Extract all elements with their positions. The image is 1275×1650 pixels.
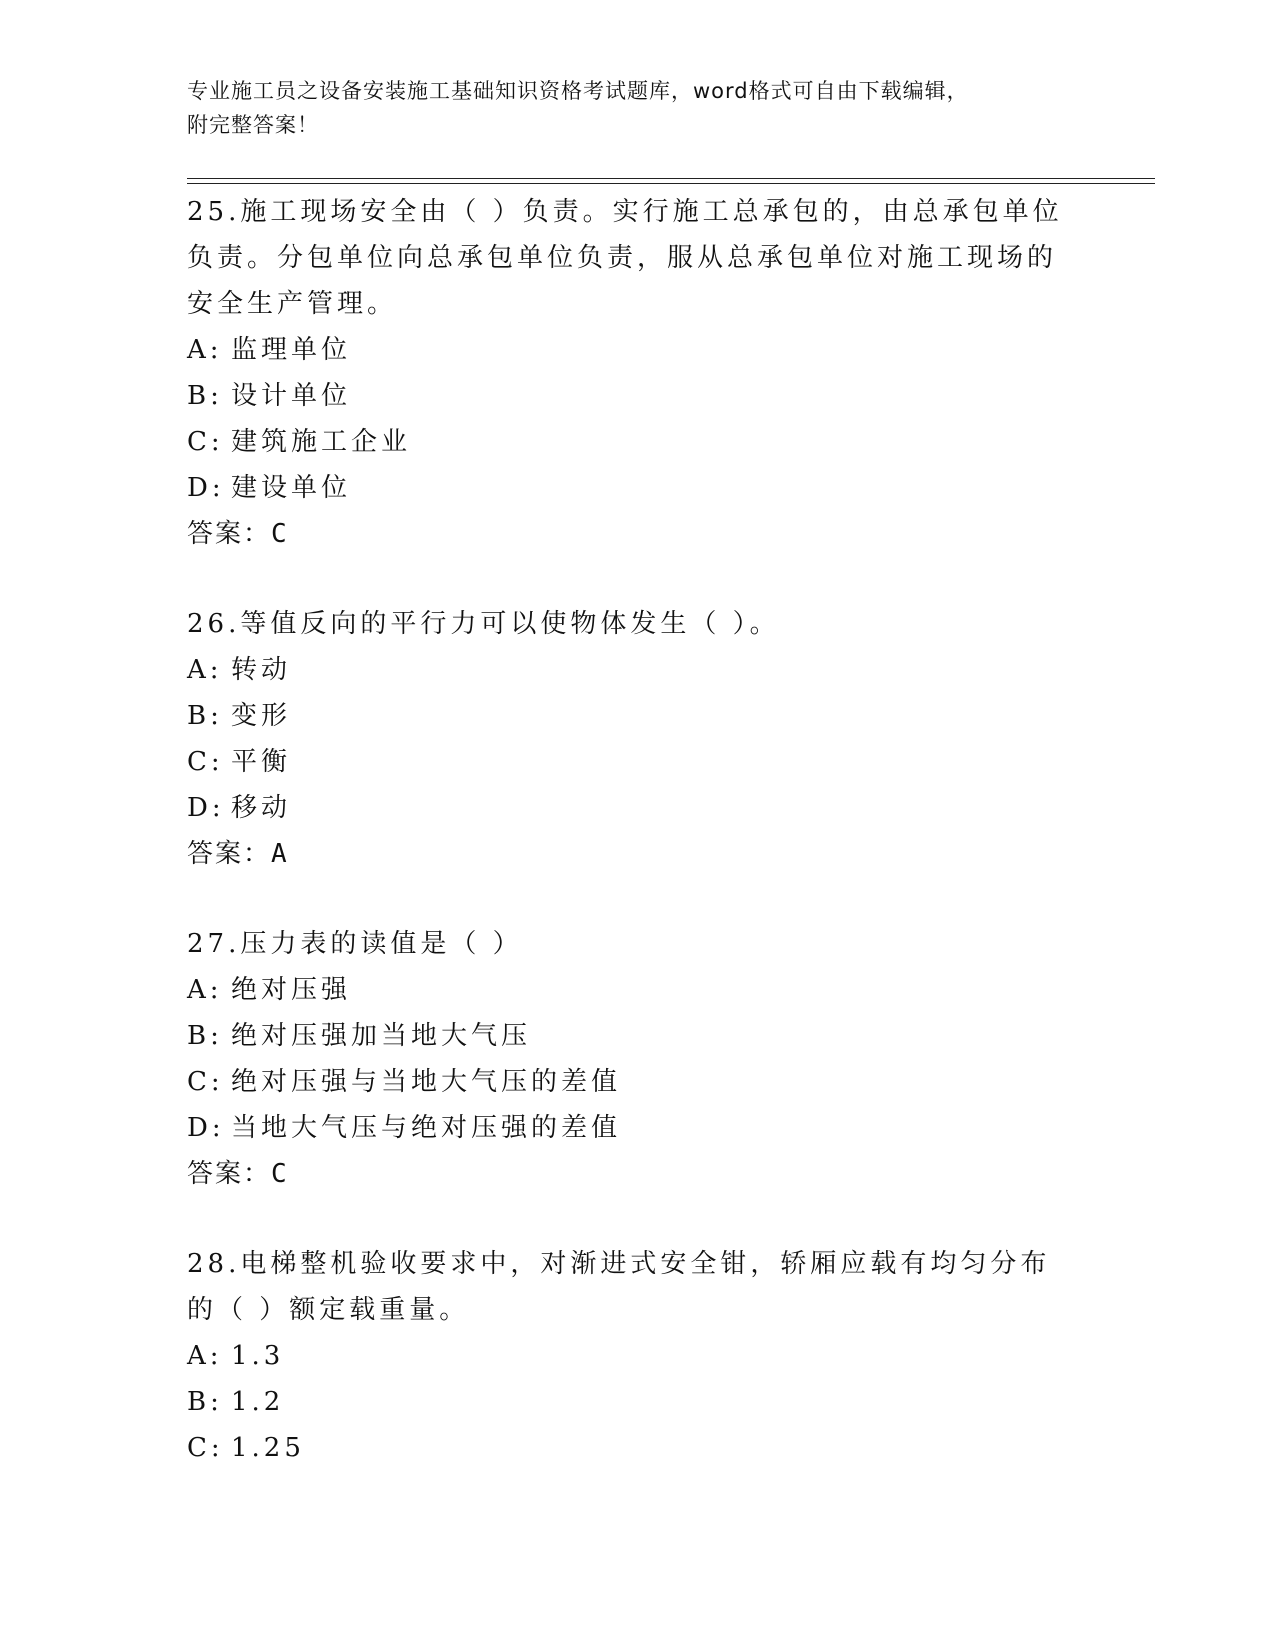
question-stem: 28.电梯整机验收要求中，对渐进式安全钳，轿厢应载有均匀分布的（ ）额定载重量。 xyxy=(187,1249,1051,1325)
option-text: 绝对压强与当地大气压的差值 xyxy=(231,1067,622,1097)
option-text: 1.3 xyxy=(231,1341,285,1371)
option-label: B: xyxy=(187,1387,223,1417)
header-divider-top xyxy=(187,178,1155,179)
question-list xyxy=(187,189,1087,1515)
option-d xyxy=(187,465,1087,511)
answer-label: 答案： xyxy=(187,1159,272,1189)
option-text: 绝对压强 xyxy=(231,975,352,1005)
option-label: D: xyxy=(187,1113,225,1143)
option-b xyxy=(187,693,1087,739)
answer-line xyxy=(187,1151,1087,1197)
option-text: 1.25 xyxy=(231,1433,305,1463)
option-label: D: xyxy=(187,473,225,503)
header-line-2: 附完整答案！ xyxy=(187,113,319,137)
option-text: 设计单位 xyxy=(231,381,352,411)
answer-line xyxy=(187,511,1087,557)
question-28 xyxy=(187,1241,1087,1471)
option-label: A: xyxy=(187,1341,223,1371)
option-a xyxy=(187,327,1087,373)
question-27 xyxy=(187,921,1087,1197)
option-text: 1.2 xyxy=(231,1387,285,1417)
option-label: C: xyxy=(187,747,224,777)
header-divider-bottom xyxy=(187,183,1155,184)
option-text: 建筑施工企业 xyxy=(231,427,412,457)
option-text: 当地大气压与绝对压强的差值 xyxy=(231,1113,622,1143)
answer-value: C xyxy=(271,1159,289,1189)
option-label: A: xyxy=(187,655,223,685)
question-stem: 25.施工现场安全由（ ）负责。实行施工总承包的，由总承包单位负责。分包单位向总承包单位负责，服从总承包单位对施工现场的安全生产管理。 xyxy=(187,197,1063,319)
option-label: C: xyxy=(187,1433,224,1463)
option-text: 监理单位 xyxy=(231,335,352,365)
option-label: D: xyxy=(187,793,225,823)
question-25 xyxy=(187,189,1087,557)
option-text: 移动 xyxy=(231,793,292,823)
option-d xyxy=(187,1105,1087,1151)
answer-label: 答案： xyxy=(187,519,272,549)
option-text: 平衡 xyxy=(231,747,292,777)
option-label: B: xyxy=(187,1021,223,1051)
document-header xyxy=(187,74,1067,142)
answer-value: C xyxy=(271,519,289,549)
option-label: B: xyxy=(187,701,223,731)
option-b xyxy=(187,1379,1087,1425)
option-label: C: xyxy=(187,427,224,457)
option-label: A: xyxy=(187,975,223,1005)
question-26 xyxy=(187,601,1087,877)
option-label: B: xyxy=(187,381,223,411)
option-label: C: xyxy=(187,1067,224,1097)
option-c xyxy=(187,1425,1087,1471)
option-text: 绝对压强加当地大气压 xyxy=(231,1021,532,1051)
option-label: A: xyxy=(187,335,223,365)
option-b xyxy=(187,1013,1087,1059)
option-c xyxy=(187,739,1087,785)
option-text: 变形 xyxy=(231,701,292,731)
header-line-1: 专业施工员之设备安装施工基础知识资格考试题库，word格式可自由下载编辑， xyxy=(187,79,969,103)
option-c xyxy=(187,1059,1087,1105)
answer-value: A xyxy=(271,839,289,869)
question-stem: 26.等值反向的平行力可以使物体发生（ ）。 xyxy=(187,609,780,639)
question-stem: 27.压力表的读值是（ ） xyxy=(187,929,523,959)
option-a xyxy=(187,647,1087,693)
answer-line xyxy=(187,831,1087,877)
option-text: 转动 xyxy=(231,655,292,685)
option-b xyxy=(187,373,1087,419)
option-d xyxy=(187,785,1087,831)
option-a xyxy=(187,1333,1087,1379)
option-c xyxy=(187,419,1087,465)
option-text: 建设单位 xyxy=(231,473,352,503)
option-a xyxy=(187,967,1087,1013)
answer-label: 答案： xyxy=(187,839,272,869)
